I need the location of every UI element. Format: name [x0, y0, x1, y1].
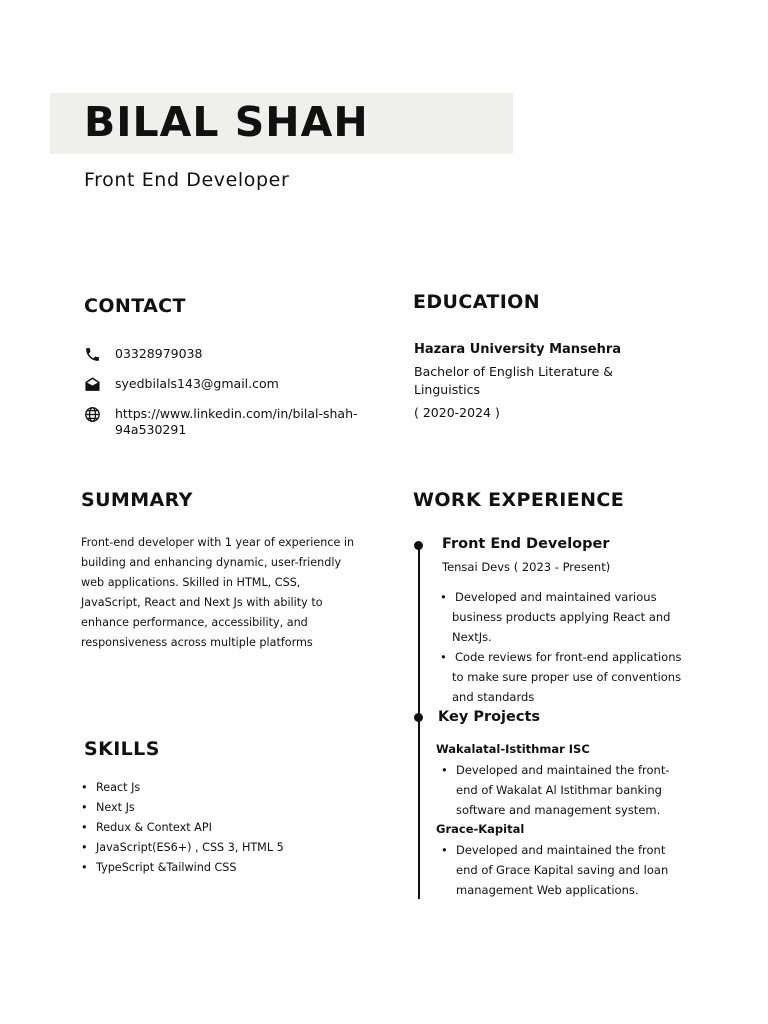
skill-item: • React Js [81, 778, 331, 798]
skill-item: • Redux & Context API [81, 818, 331, 838]
education-years: ( 2020-2024 ) [414, 405, 500, 420]
key-projects-heading: Key Projects [438, 709, 541, 725]
work-experience-heading: WORK EXPERIENCE [413, 489, 625, 511]
skills-heading: SKILLS [84, 738, 160, 760]
candidate-role: Front End Developer [84, 169, 290, 191]
email-icon [84, 376, 102, 394]
job-company: Tensai Devs ( 2023 - Present) [442, 560, 611, 574]
project-bullets [456, 760, 684, 820]
timeline-dot [414, 541, 423, 550]
education-degree: Bachelor of English Literature & Linguistics [414, 364, 614, 397]
project-name: Wakalatal-Istithmar ISC [436, 742, 590, 756]
skill-item: • JavaScript(ES6+) , CSS 3, HTML 5 [81, 838, 331, 858]
project-bullet: • Developed and maintained the front end of Grace Kapital saving and loan management Web applications. [456, 840, 684, 900]
timeline-dot [414, 713, 423, 722]
education-school: Hazara University Mansehra [414, 342, 622, 357]
job-bullets [452, 587, 682, 707]
skill-item: • Next Js [81, 798, 331, 818]
contact-heading: CONTACT [84, 295, 186, 317]
summary-heading: SUMMARY [81, 489, 193, 511]
project-bullet: • Developed and maintained the front-end of Wakalat Al Istithmar banking software and management system. [456, 760, 684, 820]
contact-linkedin-text[interactable]: https://www.linkedin.com/in/bilal-shah-94a530291 [115, 406, 358, 437]
education-heading: EDUCATION [413, 291, 541, 313]
job-bullet: • Code reviews for front-end applications to make sure proper use of conventions and standards [452, 647, 682, 707]
job-bullet: • Developed and maintained various business products applying React and NextJs. [452, 587, 682, 647]
phone-icon [84, 346, 102, 364]
job-title: Front End Developer [442, 536, 610, 552]
candidate-name: BILAL SHAH [84, 98, 369, 146]
timeline-line [418, 545, 420, 899]
summary-text: Front-end developer with 1 year of experience in building and enhancing dynamic, user-friendly web applications. Skilled in HTML, CSS, JavaScript, React and Next Js with ability to enhance performance, accessibility, and responsiveness across multiple platforms [81, 536, 355, 649]
project-name: Grace-Kapital [436, 822, 525, 836]
project-bullets [456, 840, 684, 900]
skills-list [81, 778, 331, 878]
contact-email-text[interactable]: syedbilals143@gmail.com [115, 376, 279, 391]
skill-item: • TypeScript &Tailwind CSS [81, 858, 331, 878]
contact-phone-text: 03328979038 [115, 346, 203, 361]
globe-icon [84, 406, 102, 424]
